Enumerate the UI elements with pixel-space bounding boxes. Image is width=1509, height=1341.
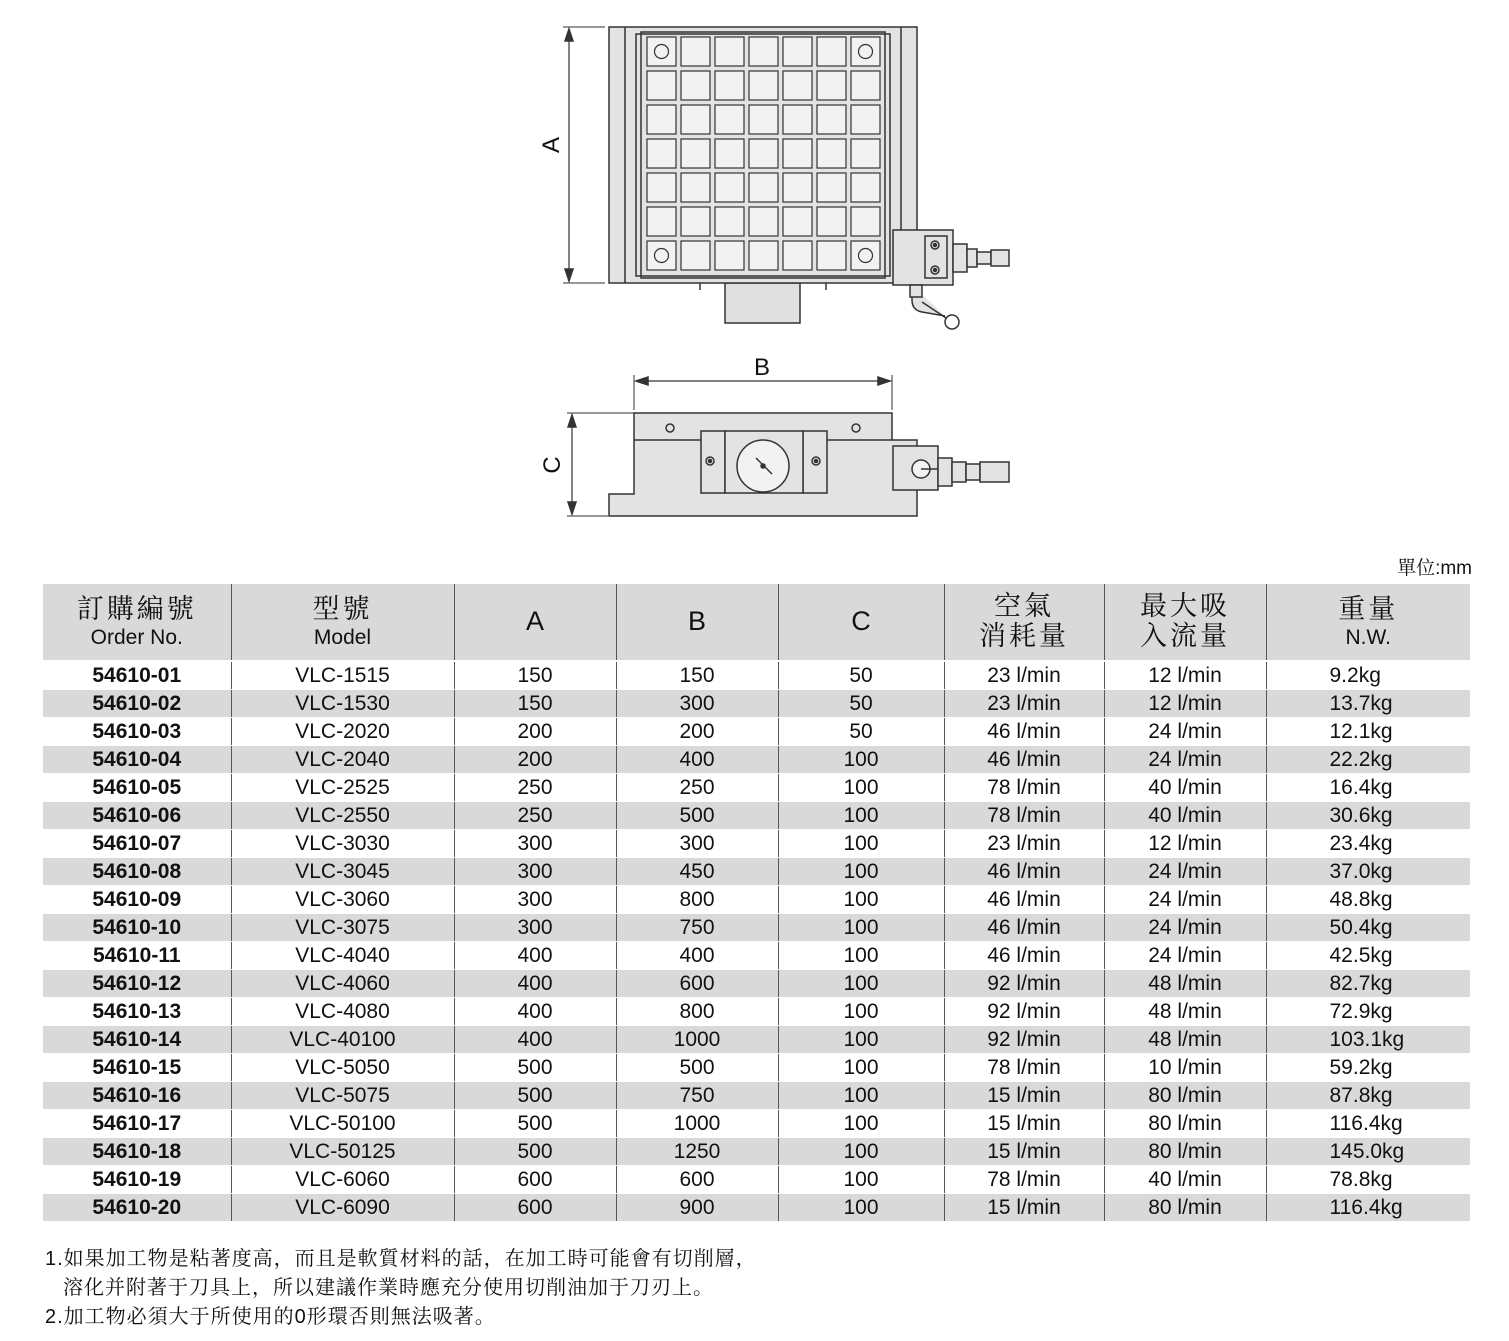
table-row: [43, 914, 1470, 942]
grid-cell: [749, 173, 778, 202]
cell-air-consumption: 23 l/min: [944, 690, 1104, 718]
cell-order-no: 54610-06: [43, 802, 231, 830]
cell-model: VLC-6060: [231, 1166, 454, 1194]
cell-a: 400: [454, 1026, 616, 1054]
cell-order-no: 54610-13: [43, 998, 231, 1026]
cell-model: VLC-50125: [231, 1138, 454, 1166]
grid-cell: [783, 241, 812, 270]
technical-drawing: [0, 0, 1509, 545]
grid-cell: [681, 207, 710, 236]
table-row: [43, 1194, 1470, 1222]
cell-max-flow: 24 l/min: [1104, 914, 1266, 942]
cell-a: 150: [454, 661, 616, 690]
table-row: [43, 998, 1470, 1026]
cell-net-weight: 87.8kg: [1266, 1082, 1470, 1110]
grid-cell: [817, 139, 846, 168]
cell-b: 900: [616, 1194, 778, 1222]
cell-order-no: 54610-08: [43, 858, 231, 886]
cell-a: 250: [454, 774, 616, 802]
cell-c: 100: [778, 746, 944, 774]
cell-model: VLC-4060: [231, 970, 454, 998]
cell-net-weight: 82.7kg: [1266, 970, 1470, 998]
cell-a: 250: [454, 802, 616, 830]
cell-model: VLC-3060: [231, 886, 454, 914]
cell-air-consumption: 92 l/min: [944, 970, 1104, 998]
cell-a: 150: [454, 690, 616, 718]
cell-net-weight: 50.4kg: [1266, 914, 1470, 942]
grid-cell: [681, 37, 710, 66]
cell-order-no: 54610-18: [43, 1138, 231, 1166]
cell-b: 600: [616, 1166, 778, 1194]
cell-b: 1000: [616, 1110, 778, 1138]
cell-order-no: 54610-17: [43, 1110, 231, 1138]
unit-label: 單位:mm: [1397, 558, 1472, 579]
grid-cell: [817, 207, 846, 236]
cell-a: 200: [454, 718, 616, 746]
cell-net-weight: 72.9kg: [1266, 998, 1470, 1026]
note-1-line-1: 1.如果加工物是粘著度高，而且是軟質材料的話，在加工時可能會有切削層，: [45, 1248, 757, 1270]
table-row: [43, 1026, 1470, 1054]
grid-cell: [783, 173, 812, 202]
cell-air-consumption: 15 l/min: [944, 1110, 1104, 1138]
cell-model: VLC-4040: [231, 942, 454, 970]
table-row: [43, 802, 1470, 830]
cell-net-weight: 78.8kg: [1266, 1166, 1470, 1194]
cell-c: 100: [778, 1054, 944, 1082]
cell-c: 100: [778, 774, 944, 802]
grid-cell: [647, 139, 676, 168]
table-row: [43, 886, 1470, 914]
cell-a: 200: [454, 746, 616, 774]
grid-cell: [749, 105, 778, 134]
cell-c: 100: [778, 830, 944, 858]
cell-max-flow: 48 l/min: [1104, 1026, 1266, 1054]
grid-cell: [817, 37, 846, 66]
table-row: [43, 1054, 1470, 1082]
cell-c: 100: [778, 1194, 944, 1222]
cell-order-no: 54610-19: [43, 1166, 231, 1194]
header-air-line2: 消耗量: [979, 621, 1069, 651]
cell-c: 100: [778, 886, 944, 914]
cell-net-weight: 116.4kg: [1266, 1194, 1470, 1222]
header-a-label: A: [525, 606, 544, 637]
cell-max-flow: 12 l/min: [1104, 690, 1266, 718]
grid-cell: [647, 173, 676, 202]
header-b: [616, 584, 778, 661]
grid-cell: [783, 207, 812, 236]
cell-order-no: 54610-09: [43, 886, 231, 914]
header-b-label: B: [687, 606, 706, 637]
cell-model: VLC-5050: [231, 1054, 454, 1082]
header-air-line1: 空氣: [994, 591, 1054, 622]
grid-cell: [749, 139, 778, 168]
grid-cell: [783, 37, 812, 66]
cell-c: 50: [778, 661, 944, 690]
header-order-no: [43, 584, 231, 661]
grid-cell: [851, 139, 880, 168]
table-row: [43, 661, 1470, 690]
cell-model: VLC-3030: [231, 830, 454, 858]
cell-max-flow: 40 l/min: [1104, 774, 1266, 802]
header-nw-cjk: 重量: [1338, 593, 1399, 624]
cell-model: VLC-2525: [231, 774, 454, 802]
cell-a: 400: [454, 942, 616, 970]
cell-air-consumption: 15 l/min: [944, 1082, 1104, 1110]
cell-net-weight: 13.7kg: [1266, 690, 1470, 718]
grid-cell: [817, 105, 846, 134]
grid-cell: [647, 207, 676, 236]
cell-c: 50: [778, 718, 944, 746]
cell-b: 500: [616, 802, 778, 830]
notes: [45, 1245, 757, 1332]
grid-cell: [647, 37, 676, 66]
cell-model: VLC-2040: [231, 746, 454, 774]
cell-c: 100: [778, 970, 944, 998]
cell-order-no: 54610-16: [43, 1082, 231, 1110]
cell-a: 300: [454, 858, 616, 886]
cell-net-weight: 103.1kg: [1266, 1026, 1470, 1054]
cell-max-flow: 80 l/min: [1104, 1194, 1266, 1222]
grid-cell: [851, 71, 880, 100]
cell-b: 400: [616, 942, 778, 970]
dim-label-a: A: [538, 136, 565, 154]
cell-max-flow: 24 l/min: [1104, 858, 1266, 886]
grid-cell: [749, 37, 778, 66]
cell-a: 500: [454, 1054, 616, 1082]
cell-order-no: 54610-02: [43, 690, 231, 718]
grid-cell: [749, 241, 778, 270]
cell-model: VLC-3075: [231, 914, 454, 942]
cell-c: 100: [778, 998, 944, 1026]
grid-cell: [647, 71, 676, 100]
dim-label-c: C: [539, 456, 566, 474]
cell-a: 500: [454, 1110, 616, 1138]
cell-max-flow: 12 l/min: [1104, 661, 1266, 690]
table-row: [43, 830, 1470, 858]
cell-order-no: 54610-07: [43, 830, 231, 858]
note-2: 2.加工物必須大于所使用的0形環否則無法吸著。: [45, 1306, 496, 1328]
header-order-en: Order No.: [90, 626, 183, 650]
grid-cell: [681, 105, 710, 134]
cell-b: 400: [616, 746, 778, 774]
cell-model: VLC-1530: [231, 690, 454, 718]
cell-air-consumption: 78 l/min: [944, 802, 1104, 830]
cell-air-consumption: 15 l/min: [944, 1138, 1104, 1166]
grid-cell: [715, 37, 744, 66]
cell-a: 500: [454, 1082, 616, 1110]
cell-b: 1000: [616, 1026, 778, 1054]
cell-order-no: 54610-03: [43, 718, 231, 746]
cell-model: VLC-4080: [231, 998, 454, 1026]
table-row: [43, 1110, 1470, 1138]
cell-model: VLC-1515: [231, 661, 454, 690]
cell-max-flow: 24 l/min: [1104, 718, 1266, 746]
cell-b: 300: [616, 690, 778, 718]
cell-net-weight: 16.4kg: [1266, 774, 1470, 802]
table-row: [43, 970, 1470, 998]
cell-max-flow: 48 l/min: [1104, 970, 1266, 998]
cell-max-flow: 24 l/min: [1104, 886, 1266, 914]
cell-max-flow: 80 l/min: [1104, 1110, 1266, 1138]
cell-net-weight: 23.4kg: [1266, 830, 1470, 858]
grid-cell: [715, 241, 744, 270]
cell-order-no: 54610-04: [43, 746, 231, 774]
header-flow-line1: 最大吸: [1140, 591, 1230, 622]
cell-a: 300: [454, 830, 616, 858]
grid-cell: [851, 105, 880, 134]
cell-b: 450: [616, 858, 778, 886]
cell-model: VLC-3045: [231, 858, 454, 886]
front-view: [567, 375, 1009, 516]
cell-air-consumption: 78 l/min: [944, 1054, 1104, 1082]
table-row: [43, 746, 1470, 774]
header-order-cjk: 訂購編號: [76, 593, 197, 624]
cell-b: 250: [616, 774, 778, 802]
cell-order-no: 54610-12: [43, 970, 231, 998]
cell-c: 100: [778, 1110, 944, 1138]
table-row: [43, 1138, 1470, 1166]
cell-net-weight: 116.4kg: [1266, 1110, 1470, 1138]
cell-max-flow: 24 l/min: [1104, 746, 1266, 774]
grid-cell: [681, 173, 710, 202]
cell-max-flow: 12 l/min: [1104, 830, 1266, 858]
cell-order-no: 54610-10: [43, 914, 231, 942]
cell-model: VLC-50100: [231, 1110, 454, 1138]
grid-cell: [749, 71, 778, 100]
cell-net-weight: 48.8kg: [1266, 886, 1470, 914]
grid-cell: [647, 241, 676, 270]
cell-order-no: 54610-14: [43, 1026, 231, 1054]
cell-a: 600: [454, 1194, 616, 1222]
table-row: [43, 1082, 1470, 1110]
cell-b: 500: [616, 1054, 778, 1082]
cell-c: 100: [778, 1138, 944, 1166]
cell-order-no: 54610-11: [43, 942, 231, 970]
grid-cell: [851, 37, 880, 66]
header-flow-line2: 入流量: [1140, 621, 1230, 651]
cell-model: VLC-2550: [231, 802, 454, 830]
grid-cell: [783, 139, 812, 168]
cell-air-consumption: 46 l/min: [944, 914, 1104, 942]
cell-c: 100: [778, 1026, 944, 1054]
cell-air-consumption: 15 l/min: [944, 1194, 1104, 1222]
cell-c: 100: [778, 802, 944, 830]
grid-cell: [715, 173, 744, 202]
cell-b: 600: [616, 970, 778, 998]
cell-net-weight: 59.2kg: [1266, 1054, 1470, 1082]
cell-b: 200: [616, 718, 778, 746]
cell-air-consumption: 46 l/min: [944, 858, 1104, 886]
grid-cell: [715, 207, 744, 236]
cell-a: 300: [454, 914, 616, 942]
cell-max-flow: 24 l/min: [1104, 942, 1266, 970]
cell-a: 400: [454, 998, 616, 1026]
header-nw-en: N.W.: [1345, 626, 1391, 650]
cell-net-weight: 9.2kg: [1266, 661, 1470, 690]
cell-b: 1250: [616, 1138, 778, 1166]
cell-model: VLC-6090: [231, 1194, 454, 1222]
grid-cell: [681, 241, 710, 270]
grid-cell: [851, 241, 880, 270]
cell-b: 800: [616, 998, 778, 1026]
cell-b: 750: [616, 1082, 778, 1110]
cell-air-consumption: 23 l/min: [944, 661, 1104, 690]
header-model-en: Model: [313, 626, 372, 650]
grid-cell: [647, 105, 676, 134]
cell-air-consumption: 92 l/min: [944, 998, 1104, 1026]
cell-model: VLC-5075: [231, 1082, 454, 1110]
cell-max-flow: 80 l/min: [1104, 1082, 1266, 1110]
cell-order-no: 54610-01: [43, 661, 231, 690]
grid-cell: [851, 207, 880, 236]
cell-a: 600: [454, 1166, 616, 1194]
cell-net-weight: 37.0kg: [1266, 858, 1470, 886]
note-1-line-2: 溶化并附著于刀具上，所以建議作業時應充分使用切削油加于刀刃上。: [63, 1277, 714, 1299]
cell-b: 300: [616, 830, 778, 858]
dim-label-b: B: [753, 354, 771, 381]
table-row: [43, 690, 1470, 718]
cell-max-flow: 48 l/min: [1104, 998, 1266, 1026]
grid-cell: [715, 105, 744, 134]
header-model: [231, 584, 454, 661]
cell-c: 100: [778, 858, 944, 886]
cell-air-consumption: 23 l/min: [944, 830, 1104, 858]
grid-cell: [783, 71, 812, 100]
cell-c: 100: [778, 942, 944, 970]
cell-air-consumption: 46 l/min: [944, 886, 1104, 914]
cell-c: 50: [778, 690, 944, 718]
cell-air-consumption: 78 l/min: [944, 1166, 1104, 1194]
spec-table: [43, 584, 1470, 1222]
cell-net-weight: 30.6kg: [1266, 802, 1470, 830]
grid-cell: [817, 71, 846, 100]
cell-max-flow: 40 l/min: [1104, 802, 1266, 830]
table-row: [43, 858, 1470, 886]
cell-b: 750: [616, 914, 778, 942]
cell-order-no: 54610-20: [43, 1194, 231, 1222]
grid-cell: [715, 71, 744, 100]
header-model-cjk: 型號: [312, 593, 373, 624]
grid-cell: [681, 139, 710, 168]
cell-c: 100: [778, 1166, 944, 1194]
cell-max-flow: 40 l/min: [1104, 1166, 1266, 1194]
cell-air-consumption: 78 l/min: [944, 774, 1104, 802]
cell-max-flow: 10 l/min: [1104, 1054, 1266, 1082]
cell-a: 400: [454, 970, 616, 998]
cell-a: 300: [454, 886, 616, 914]
table-row: [43, 774, 1470, 802]
header-net-weight: [1266, 584, 1470, 661]
table-header-row: [43, 584, 1470, 661]
grid-cell: [851, 173, 880, 202]
cell-air-consumption: 46 l/min: [944, 746, 1104, 774]
cell-air-consumption: 46 l/min: [944, 718, 1104, 746]
table-row: [43, 1166, 1470, 1194]
header-a: [454, 584, 616, 661]
grid-cell: [715, 139, 744, 168]
grid-cell: [749, 207, 778, 236]
table-row: [43, 942, 1470, 970]
header-c-label: C: [851, 606, 871, 637]
table-row: [43, 718, 1470, 746]
cell-order-no: 54610-15: [43, 1054, 231, 1082]
header-air-consumption: [944, 584, 1104, 661]
cell-net-weight: 42.5kg: [1266, 942, 1470, 970]
cell-a: 500: [454, 1138, 616, 1166]
cell-max-flow: 80 l/min: [1104, 1138, 1266, 1166]
cell-air-consumption: 46 l/min: [944, 942, 1104, 970]
cell-model: VLC-2020: [231, 718, 454, 746]
cell-model: VLC-40100: [231, 1026, 454, 1054]
cell-net-weight: 22.2kg: [1266, 746, 1470, 774]
header-max-flow: [1104, 584, 1266, 661]
grid-cell: [817, 241, 846, 270]
cell-c: 100: [778, 1082, 944, 1110]
header-c: [778, 584, 944, 661]
cell-air-consumption: 92 l/min: [944, 1026, 1104, 1054]
grid-cell: [783, 105, 812, 134]
cell-c: 100: [778, 914, 944, 942]
cell-net-weight: 12.1kg: [1266, 718, 1470, 746]
cell-b: 800: [616, 886, 778, 914]
grid-cell: [817, 173, 846, 202]
cell-order-no: 54610-05: [43, 774, 231, 802]
cell-net-weight: 145.0kg: [1266, 1138, 1470, 1166]
cell-b: 150: [616, 661, 778, 690]
grid-cell: [681, 71, 710, 100]
